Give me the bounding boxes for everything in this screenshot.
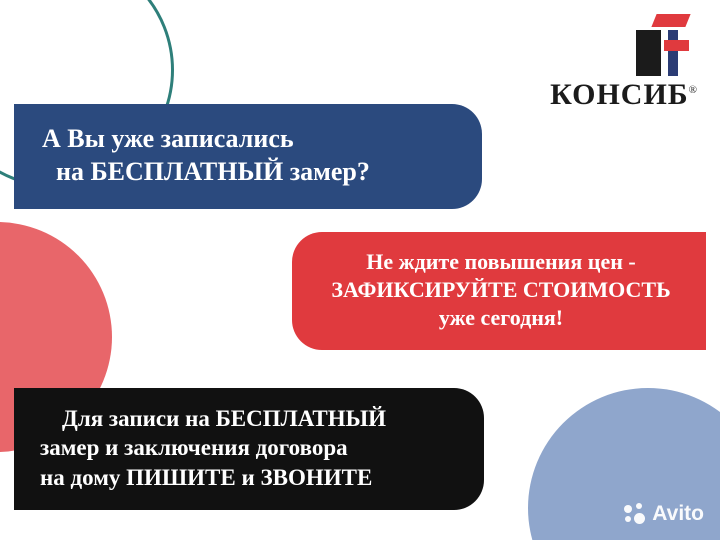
headline-line-1: А Вы уже записались <box>42 124 294 153</box>
price-notice-line-2: ЗАФИКСИРУЙТЕ СТОИМОСТЬ <box>331 277 671 303</box>
headline-banner-blue <box>14 104 482 209</box>
price-notice-banner-red <box>292 232 706 350</box>
headline-line-2: на БЕСПЛАТНЫЙ замер? <box>56 157 370 187</box>
brand-wordmark <box>550 80 698 110</box>
brand-logo <box>550 14 698 110</box>
cta-line-2: замер и заключения договора <box>40 435 348 461</box>
avito-watermark-label: Avito <box>652 502 704 525</box>
brand-wordmark-text: КОНСИБ <box>550 78 689 111</box>
price-notice-line-1: Не ждите повышения цен - <box>366 249 636 274</box>
price-notice-line-3: уже сегодня! <box>438 305 564 331</box>
avito-logo-icon <box>624 503 646 525</box>
call-to-action-banner-black <box>14 388 484 510</box>
cta-line-1: Для записи на БЕСПЛАТНЫЙ <box>62 406 387 431</box>
avito-watermark <box>624 502 704 526</box>
cta-line-3: на дому ПИШИТЕ и ЗВОНИТЕ <box>40 464 373 490</box>
registered-mark: ® <box>688 84 698 96</box>
konsib-logo-mark-icon <box>628 14 698 76</box>
